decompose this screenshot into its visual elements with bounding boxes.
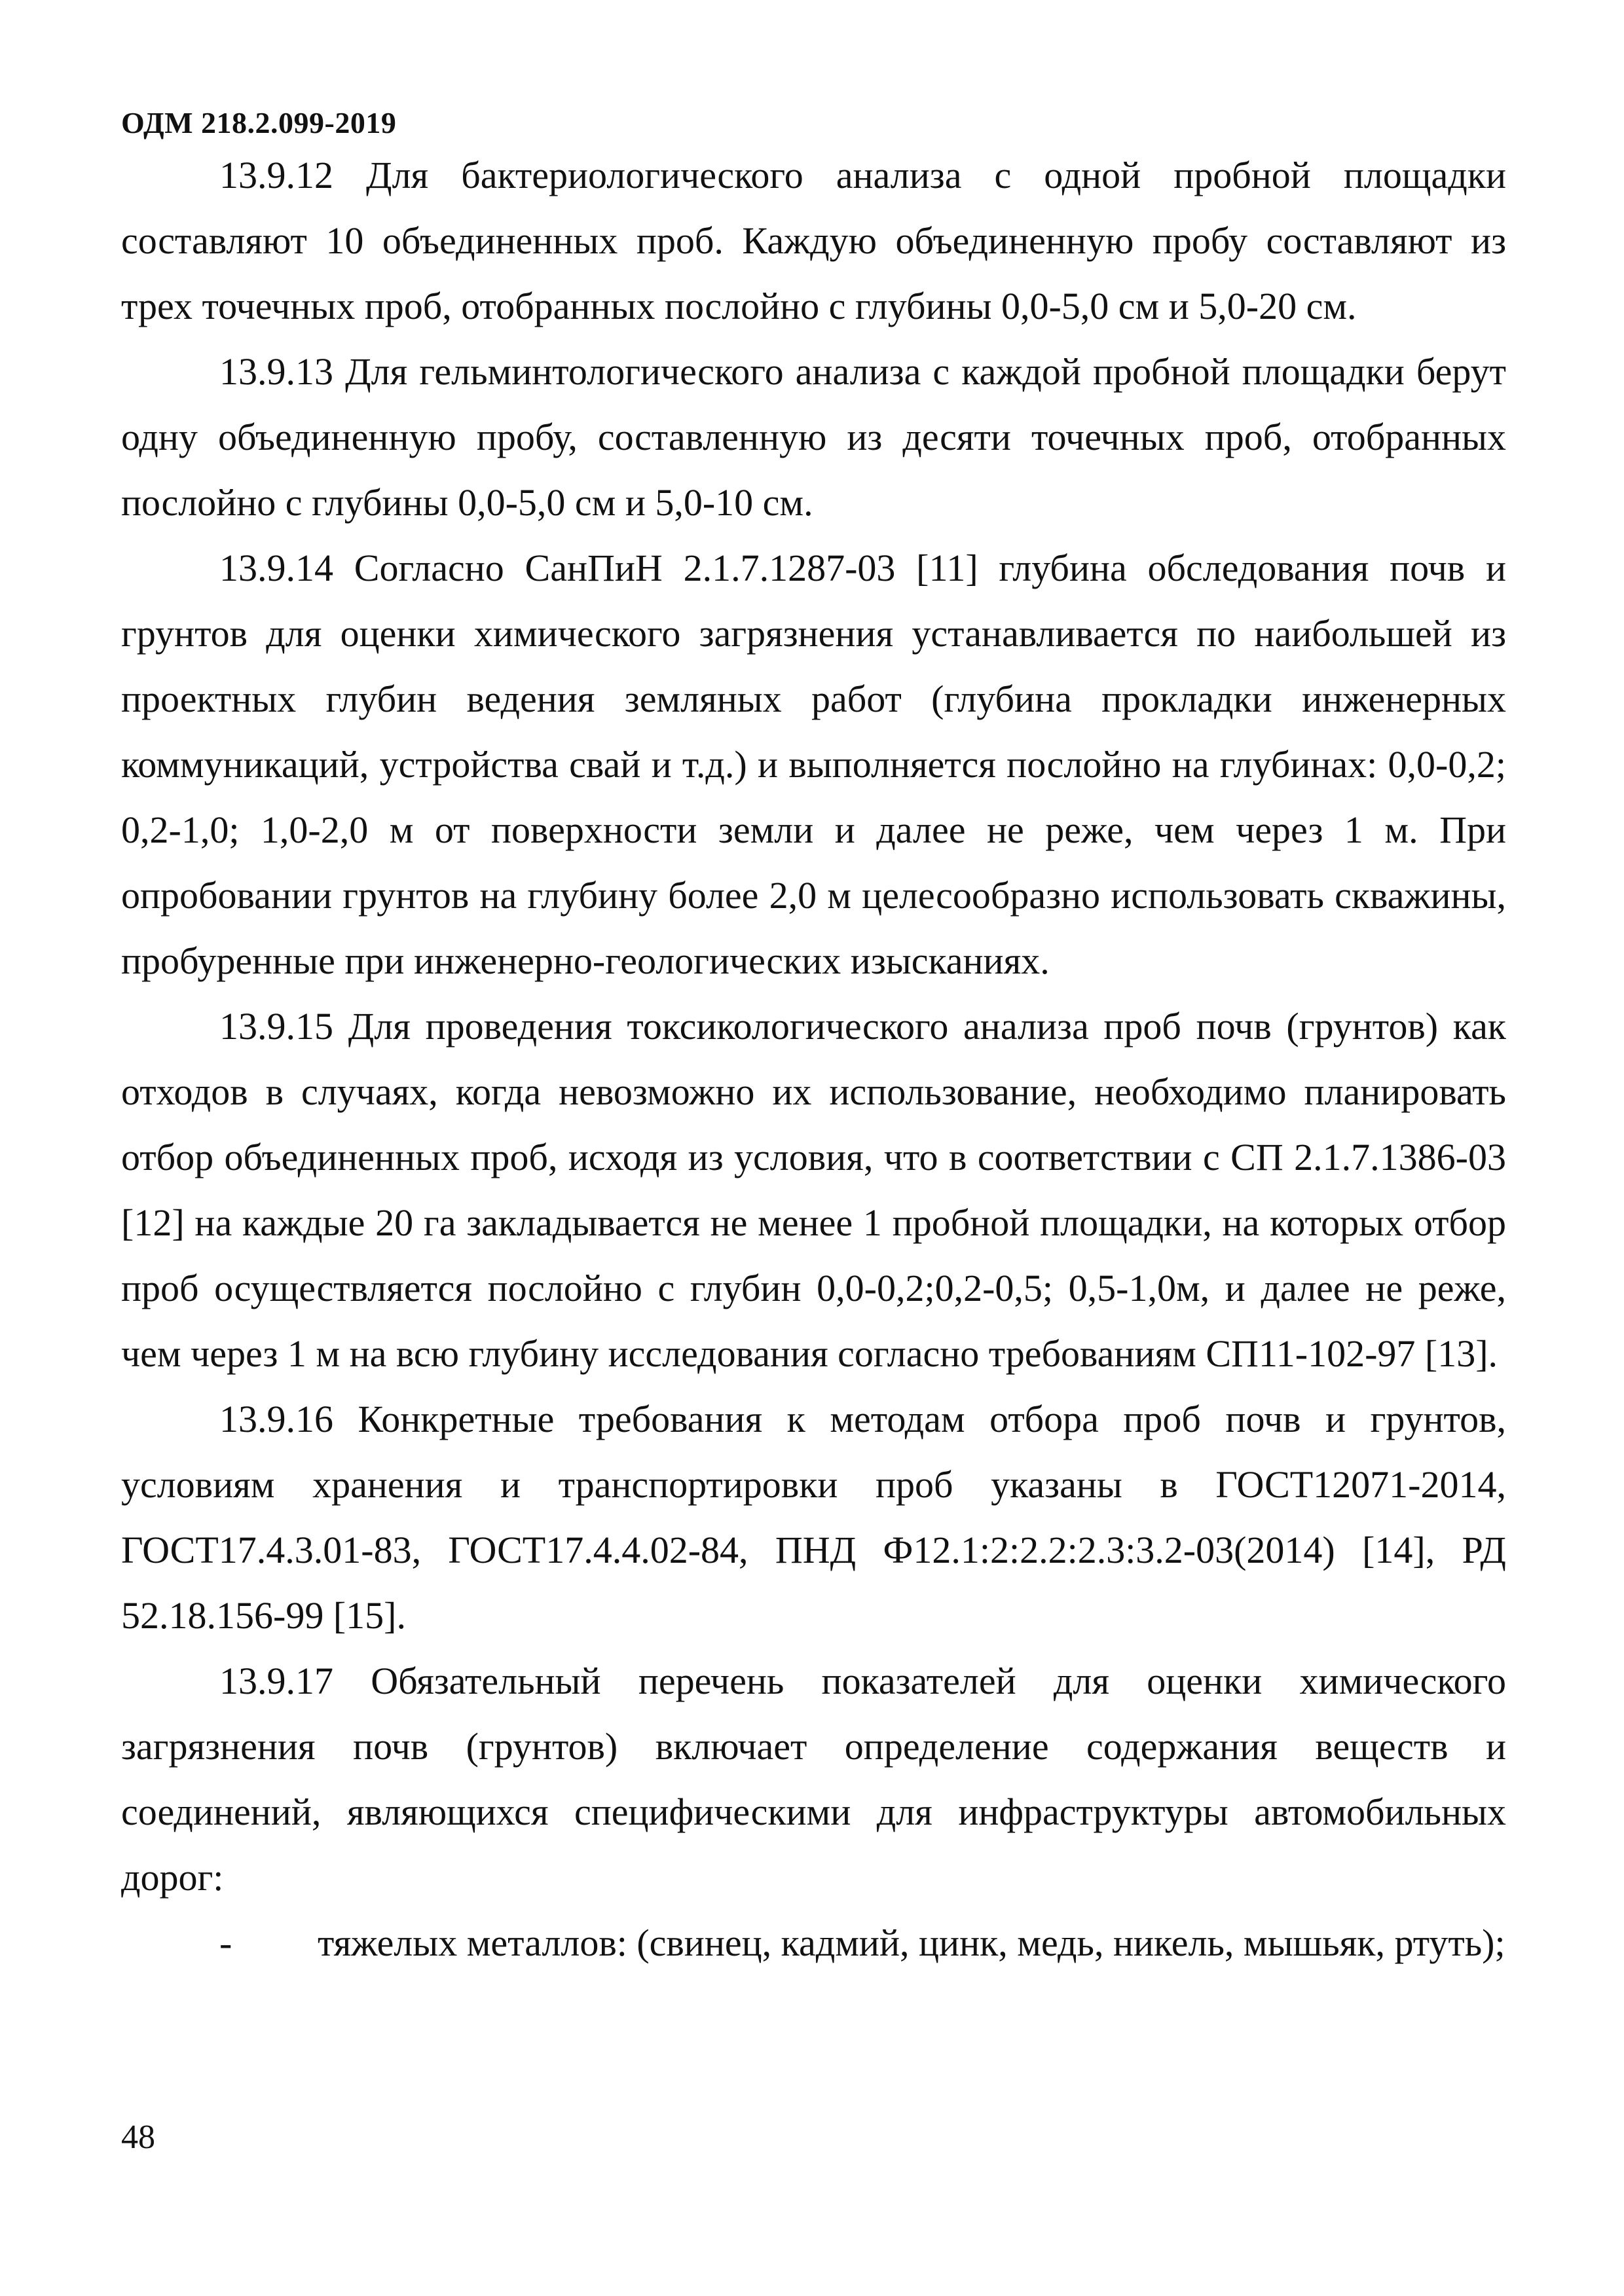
page-number: 48 (121, 2119, 155, 2156)
paragraph-13-9-15: 13.9.15 Для проведения токсикологического анализа проб почв (грунтов) как отходов в случаях, когда невозможно их использование, необходимо планировать отбор объединенных проб, исходя из условия, что в соответствии с СП 2.1.7.1386-03 [12] на каждые 20 га закладывается не менее 1 пробной площадки, на которых отбор проб осуществляется послойно с глубин 0,0-0,2;0,2-0,5; 0,5-1,0м, и далее не реже, чем через 1 м на всю глубину исследования согласно требованиям СП11-102-97 [13]. (121, 1005, 1506, 1375)
list-item (121, 1910, 1506, 1976)
list-dash-marker: - (219, 1922, 232, 1964)
list-item-text: тяжелых металлов: (свинец, кадмий, цинк, медь, никель, мышьяк, ртуть); (318, 1922, 1505, 1964)
paragraph-13-9-14: 13.9.14 Согласно СанПиН 2.1.7.1287-03 [11] глубина обследования почв и грунтов для оценки химического загрязнения устанавливается по наибольшей из проектных глубин ведения земляных работ (глубина прокладки инженерных коммуникаций, устройства свай и т.д.) и выполняется послойно на глубинах: 0,0-0,2; 0,2-1,0; 1,0-2,0 м от поверхности земли и далее не реже, чем через 1 м. При опробовании грунтов на глубину более 2,0 м целесообразно использовать скважины, пробуренные при инженерно-геологических изысканиях. (121, 547, 1506, 982)
document-body (121, 143, 1506, 1976)
paragraph-13-9-12: 13.9.12 Для бактериологического анализа с одной пробной площадки составляют 10 объединенных проб. Каждую объединенную пробу составляют из трех точечных проб, отобранных послойно с глубины 0,0-5,0 см и 5,0-20 см. (121, 154, 1506, 327)
paragraph-13-9-13: 13.9.13 Для гельминтологического анализа с каждой пробной площадки берут одну объединенную пробу, составленную из десяти точечных проб, отобранных послойно с глубины 0,0-5,0 см и 5,0-10 см. (121, 350, 1506, 524)
paragraph-13-9-16: 13.9.16 Конкретные требования к методам отбора проб почв и грунтов, условиям хранения и транспортировки проб указаны в ГОСТ12071-2014, ГОСТ17.4.3.01-83, ГОСТ17.4.4.02-84, ПНД Ф12.1:2:2.2:2.3:3.2-03(2014) [14], РД 52.18.156-99 [15]. (121, 1398, 1506, 1637)
document-code: ОДМ 218.2.099-2019 (121, 106, 397, 139)
paragraph-13-9-17: 13.9.17 Обязательный перечень показателей для оценки химического загрязнения почв (грунтов) включает определение содержания веществ и соединений, являющихся специфическими для инфраструктуры автомобильных дорог: (121, 1660, 1506, 1899)
